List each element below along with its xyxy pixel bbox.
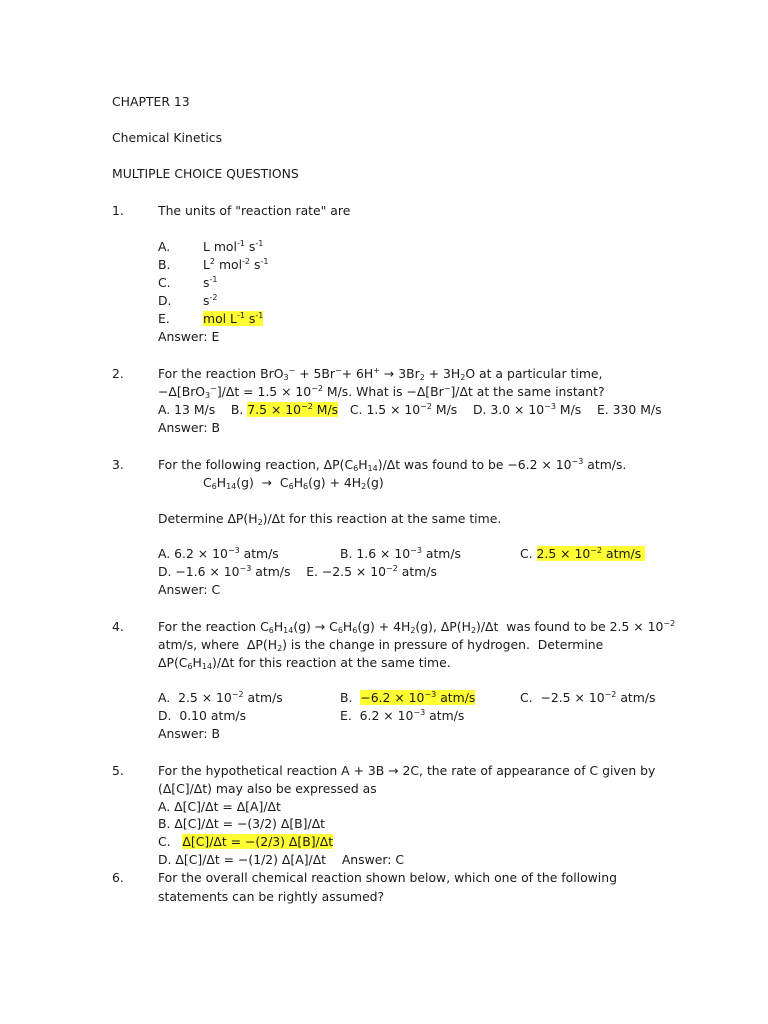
q1-option-c-letter: C. [158, 275, 171, 290]
q5-stem-line2: (Δ[C]/Δt) may also be expressed as [158, 781, 377, 796]
q3-number: 3. [112, 457, 124, 472]
q6-stem-line2: statements can be rightly assumed? [158, 889, 385, 904]
q3-equation: $C_6H_{14}(g) \to C_6H_6(g) + 4H_2(g)$ [203, 475, 384, 491]
q4-stem-line3: $\Delta P(C_6H_{14})/\Delta t$ for this reaction at the same time. [158, 655, 451, 671]
q5-answer: Answer: C [341, 852, 404, 867]
subject-heading: Chemical Kinetics [112, 130, 223, 145]
q5-option-d: D. Δ[C]/Δt = −(1/2) Δ[A]/Δt Answer: C [158, 852, 404, 867]
q1-option-a: L mol$^{-1}$ $s^{-1}$ [203, 239, 264, 254]
q1-option-d-letter: D. [158, 293, 172, 308]
q5-stem-line1: For the hypothetical reaction A + 3B → 2C, the rate of appearance of C given by [158, 763, 656, 778]
q4-option-d: D. 0.10 atm/s [158, 708, 247, 723]
q4-number: 4. [112, 619, 124, 634]
q3-option-b: B. $1.6 \times 10^{-3}$ atm/s [340, 546, 461, 561]
chapter-heading: CHAPTER 13 [112, 94, 190, 109]
q4-answer: Answer: B [158, 726, 221, 741]
q5-option-c: C. Δ[C]/Δt = −(2/3) Δ[B]/Δt [158, 834, 334, 849]
q2-number: 2. [112, 366, 124, 381]
q1-number: 1. [112, 203, 124, 218]
q3-option-a: A. $6.2 \times 10^{-3}$ atm/s [158, 546, 279, 561]
q1-option-b: $L^2$ mol$^{-2}$ $s^{-1}$ [203, 257, 269, 272]
highlight: $7.5 \times 10^{-2}$ M/s [247, 402, 339, 417]
q1-option-a-letter: A. [158, 239, 171, 254]
highlight: $-6.2 \times 10^{-3}$ atm/s [360, 690, 476, 705]
q3-options-de: D. $-1.6 \times 10^{-3}$ atm/s E. $-2.5 \times 10^{-2}$ atm/s [158, 564, 437, 579]
q2-stem-line1: For the reaction $BrO_3^- + 5Br^-+ 6H^+ \to 3Br_2 + 3H_2O$ at a particular time, [158, 366, 603, 382]
highlight: Δ[C]/Δt = −(2/3) Δ[B]/Δt [182, 834, 334, 849]
q3-stem: For the following reaction, $\Delta P(C_6H_{14})/\Delta t$ was found to be $-6.2 \times 10^{-3}$ atm/s. [158, 457, 627, 473]
q3-answer: Answer: C [158, 582, 221, 597]
q4-option-e: E. $6.2 \times 10^{-3}$ atm/s [340, 708, 465, 723]
section-heading: MULTIPLE CHOICE QUESTIONS [112, 166, 299, 181]
q1-stem: The units of "reaction rate" are [158, 203, 351, 218]
q3-determine: Determine $\Delta P(H_2)/\Delta t$ for this reaction at the same time. [158, 511, 502, 527]
highlight: $2.5 \times 10^{-2}$ atm/s [536, 546, 646, 561]
q2-options: A. 13 M/s B. $7.5 \times 10^{-2}$ M/s C. $1.5 \times 10^{-2}$ M/s D. $3.0 \times 10^{-3}$ M/s E. 330 M/s [158, 402, 662, 417]
q1-option-e [203, 310, 263, 328]
q4-option-a: A. $2.5 \times 10^{-2}$ atm/s [158, 690, 283, 705]
q5-option-a: A. Δ[C]/Δt = Δ[A]/Δt [158, 799, 281, 814]
q4-stem-line1: For the reaction $C_6H_{14}(g) \to C_6H_6(g) + 4H_2(g)$, $\Delta P(H_2)/\Delta t$ was found to be $2.5 \times 10^{-2}$ [158, 619, 676, 635]
q4-stem-line2: atm/s, where $\Delta P(H_2)$ is the change in pressure of hydrogen. Determine [158, 637, 604, 653]
q1-answer: Answer: E [158, 329, 220, 344]
q3-option-c: C. $2.5 \times 10^{-2}$ atm/s [520, 546, 646, 561]
q6-number: 6. [112, 870, 124, 885]
q5-number: 5. [112, 763, 124, 778]
q6-stem-line1: For the overall chemical reaction shown below, which one of the following [158, 870, 617, 885]
q4-option-c: C. $-2.5 \times 10^{-2}$ atm/s [520, 690, 656, 705]
q1-option-e-letter: E. [158, 311, 170, 326]
q1-option-d: $s^{-2}$ [203, 293, 218, 308]
q5-option-b: B. Δ[C]/Δt = −(3/2) Δ[B]/Δt [158, 816, 326, 831]
highlight: mol $L^{-1}$ $s^{-1}$ [203, 311, 264, 326]
q1-option-c: $s^{-1}$ [203, 275, 218, 290]
q2-stem-line2: $-\Delta[BrO_3^-]/\Delta t = 1.5 \times 10^{-2}$ M/s. What is −Δ[Br−]/Δt at the same instant? [158, 384, 605, 400]
q1-option-b-letter: B. [158, 257, 171, 272]
q4-option-b: B. $-6.2 \times 10^{-3}$ atm/s [340, 690, 476, 705]
q2-answer: Answer: B [158, 420, 221, 435]
